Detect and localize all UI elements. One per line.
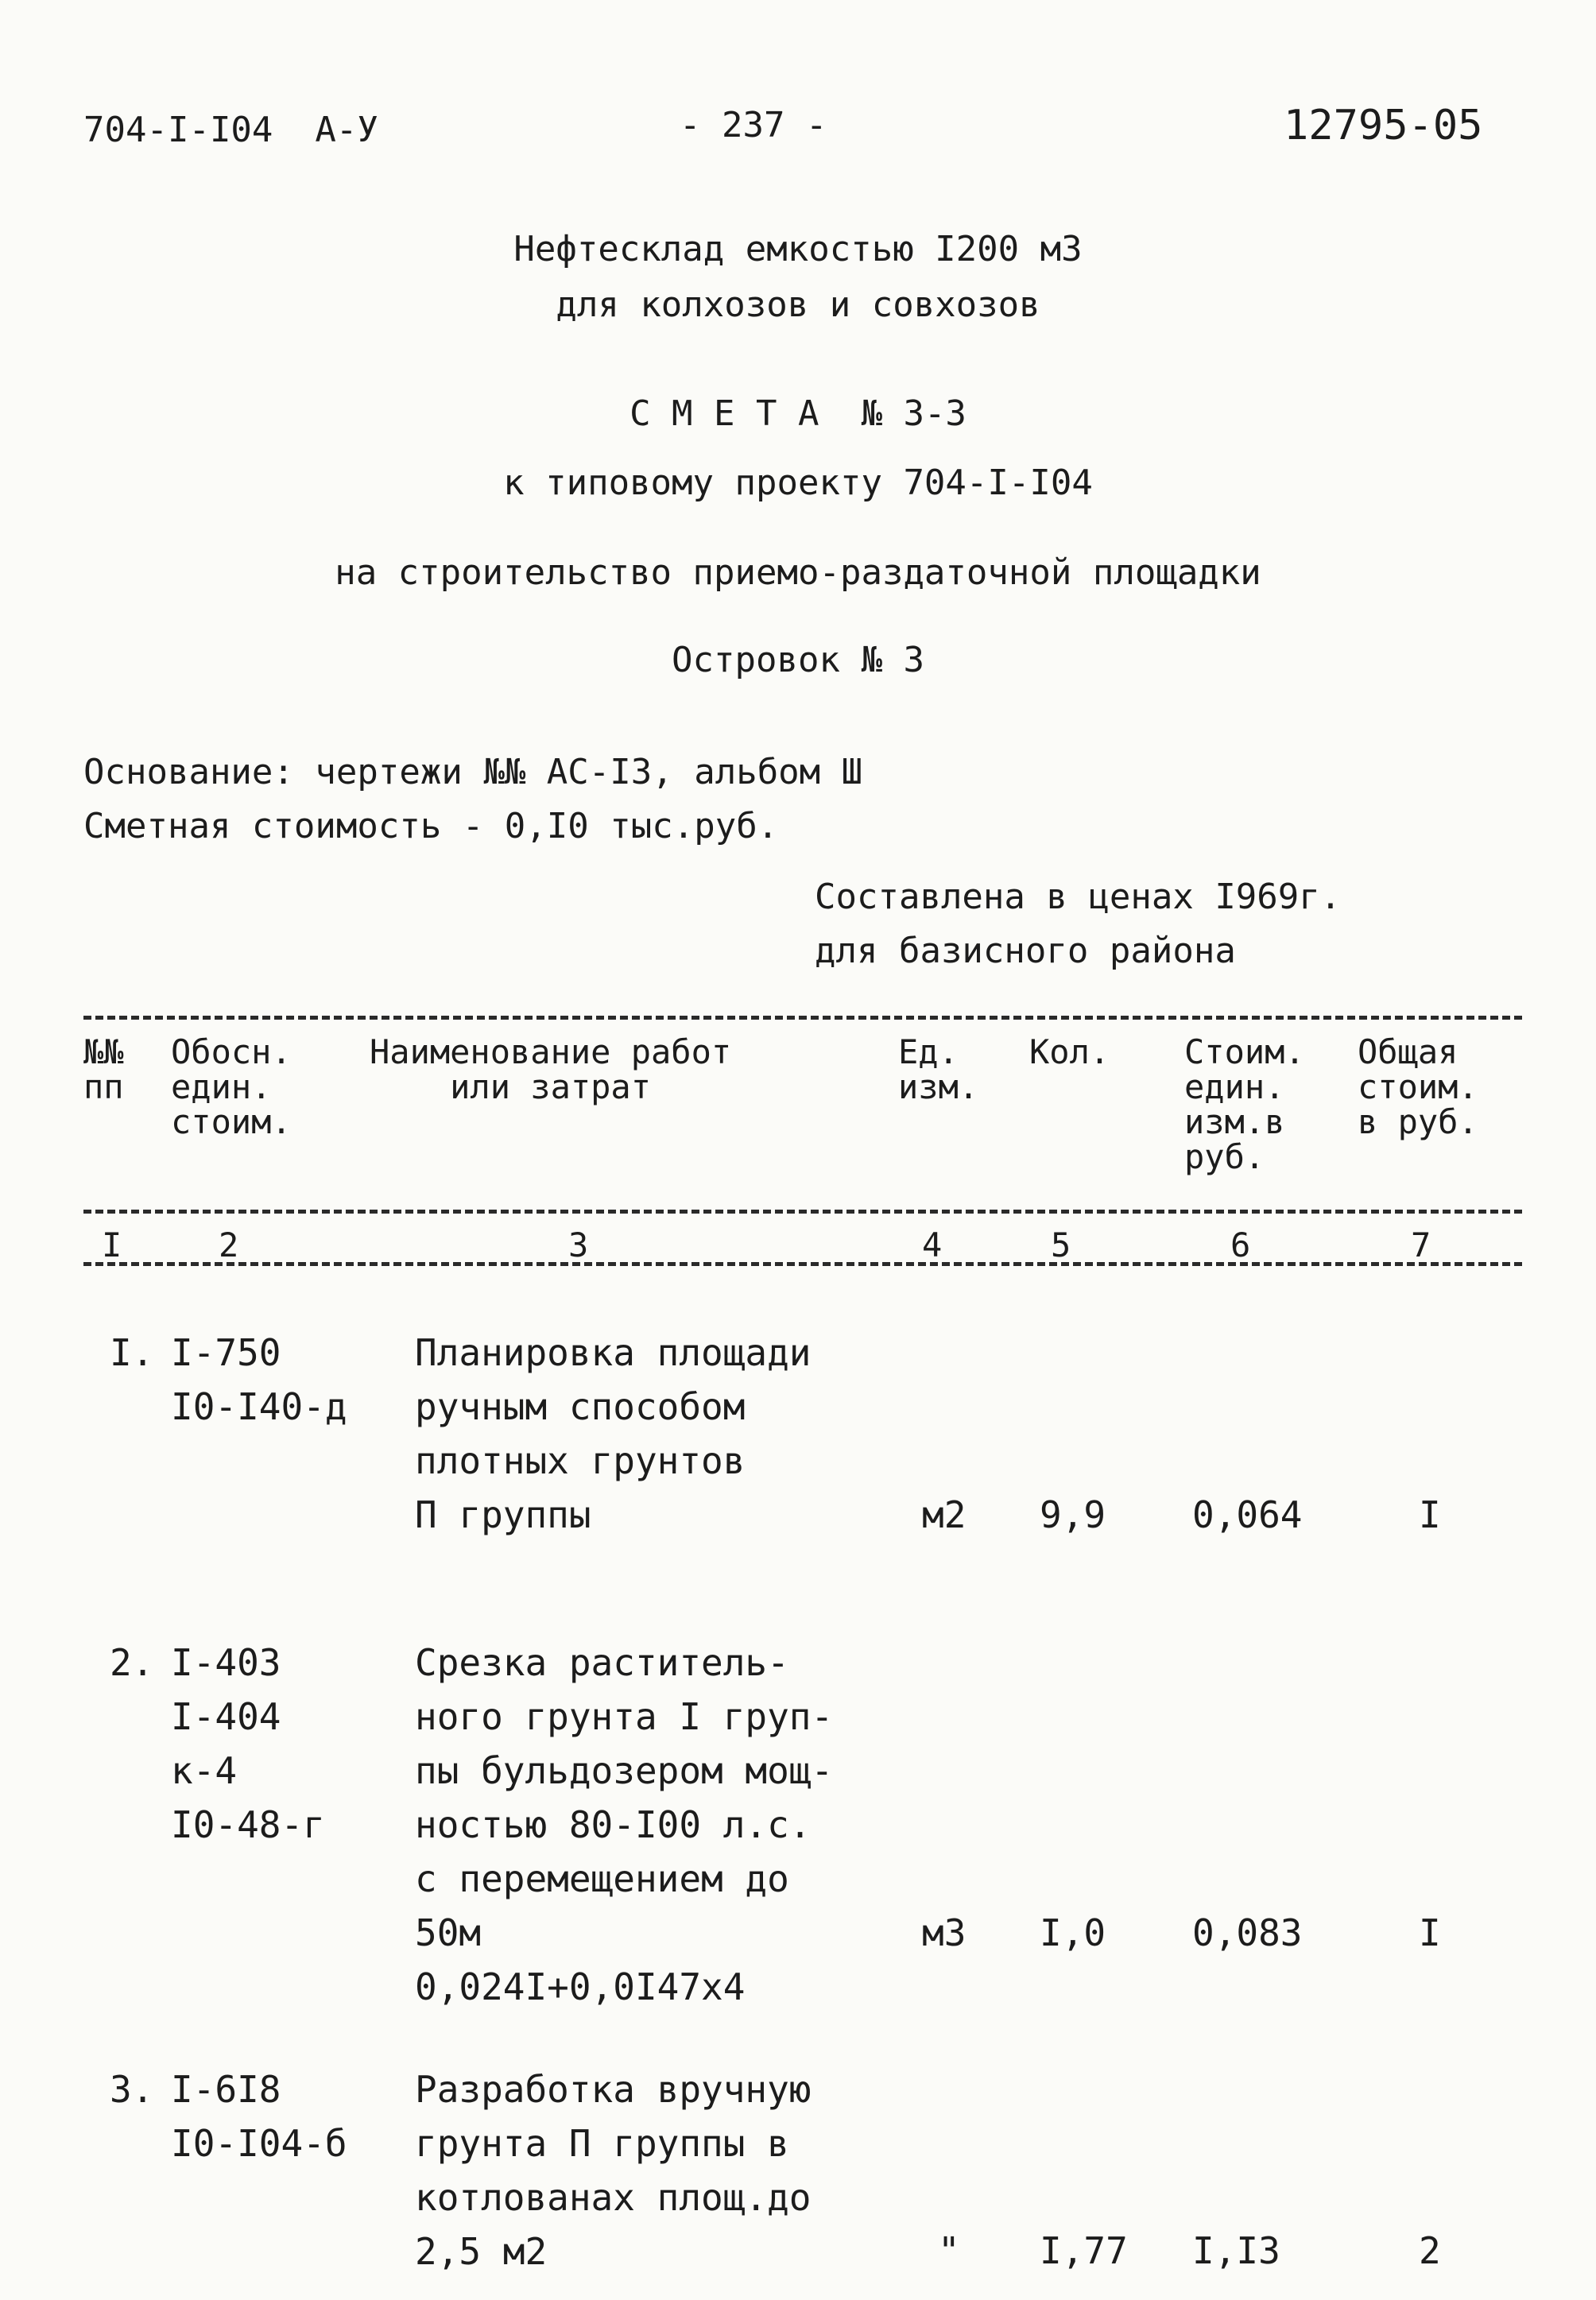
row-unit-price: 0,064 xyxy=(1192,1493,1303,1536)
basis-drawings: Основание: чертежи №№ АС-I3, альбом Ш xyxy=(83,752,863,792)
row-quantity: 9,9 xyxy=(1040,1493,1106,1536)
table-numbers-rule xyxy=(83,1262,1522,1266)
estimated-cost: Сметная стоимость - 0,I0 тыс.руб. xyxy=(83,806,779,846)
archive-number: 12795-05 xyxy=(1284,102,1483,149)
col-header-total: Общая стоим. в руб. xyxy=(1358,1032,1478,1141)
row-number: 2. xyxy=(110,1641,154,1684)
row-number: I. xyxy=(110,1331,154,1374)
col-number-5: 5 xyxy=(1051,1226,1071,1264)
col-header-name: Наименование работ или затрат xyxy=(370,1032,732,1106)
row-quantity: I,77 xyxy=(1040,2229,1128,2272)
col-header-qty: Кол. xyxy=(1029,1032,1110,1071)
row-description: Планировка площади ручным способом плотных грунтов П группы xyxy=(415,1331,812,1536)
price-basis: Составлена в ценах I969г. xyxy=(815,877,1342,917)
col-number-3: 3 xyxy=(568,1226,589,1264)
row-unit-price: I,I3 xyxy=(1192,2229,1280,2272)
row-number: 3. xyxy=(110,2068,154,2111)
object-subtitle: для колхозов и совхозов xyxy=(556,285,1040,325)
row-total: I xyxy=(1419,1911,1441,1954)
project-ref: к типовому проекту 704-I-I04 xyxy=(503,463,1093,503)
row-unit: м2 xyxy=(922,1493,967,1536)
col-number-2: 2 xyxy=(219,1226,239,1264)
island-number: Островок № 3 xyxy=(672,640,924,680)
row-total: 2 xyxy=(1419,2229,1441,2272)
doc-code: 704-I-I04 А-У xyxy=(83,110,378,150)
page-number: - 237 - xyxy=(680,105,827,145)
row-unit: " xyxy=(938,2229,960,2272)
row-unit-price: 0,083 xyxy=(1192,1911,1303,1954)
table-header-rule xyxy=(83,1210,1522,1214)
col-header-basis: Обосн. един. стоим. xyxy=(171,1032,292,1141)
construction-object: на строительство приемо-раздаточной площадки xyxy=(335,552,1261,593)
estimate-title: С М Е Т А № 3-3 xyxy=(629,393,967,434)
row-basis: I-403 I-404 к-4 I0-48-г xyxy=(171,1641,325,1846)
table-top-rule xyxy=(83,1016,1522,1020)
row-total: I xyxy=(1419,1493,1441,1536)
price-region: для базисного района xyxy=(815,931,1236,971)
col-header-unit-price: Стоим. един. изм.в руб. xyxy=(1184,1032,1305,1176)
col-number-1: I xyxy=(102,1226,122,1264)
row-quantity: I,0 xyxy=(1040,1911,1106,1954)
row-basis: I-750 I0-I40-д xyxy=(171,1331,347,1428)
col-header-unit: Ед. изм. xyxy=(898,1032,979,1106)
row-description: Срезка раститель- ного грунта I груп- пы бульдозером мощ- ностью 80-I00 л.с. с перемещением до 50м 0,024I+0,0I47х4 xyxy=(415,1641,834,2008)
row-basis: I-6I8 I0-I04-б xyxy=(171,2068,347,2165)
col-number-7: 7 xyxy=(1411,1226,1431,1264)
col-number-4: 4 xyxy=(922,1226,943,1264)
row-description: Разработка вручную грунта П группы в котлованах площ.до 2,5 м2 xyxy=(415,2068,812,2273)
col-number-6: 6 xyxy=(1230,1226,1251,1264)
object-title: Нефтесклад емкостью I200 м3 xyxy=(513,229,1083,269)
col-header-num: №№ пп xyxy=(83,1032,124,1106)
row-unit: м3 xyxy=(922,1911,967,1954)
